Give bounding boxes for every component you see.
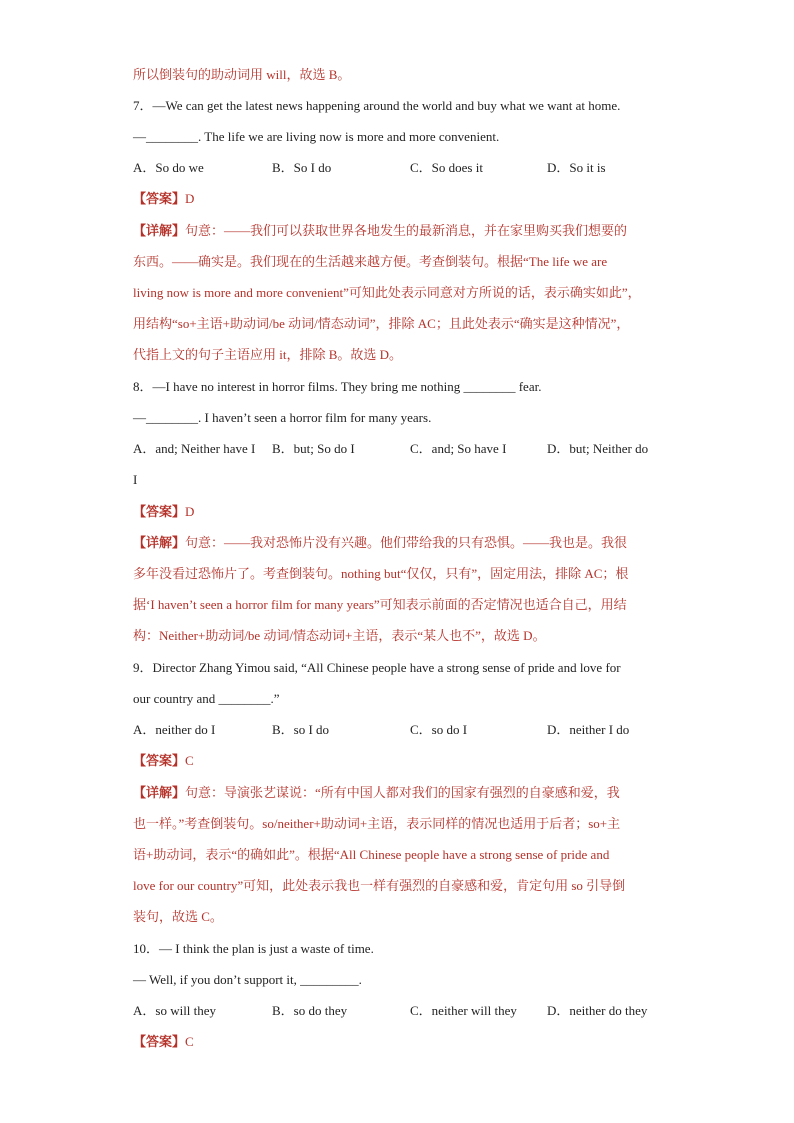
q10-option-c: C．neither will they xyxy=(410,1003,517,1018)
q9-answer: 【答案】C xyxy=(133,753,194,768)
q7-explanation-4: 用结构“so+主语+助动词/be 动词/情态动词”，排除 AC；且此处表示“确实是这种情况”， xyxy=(133,316,630,331)
q7-option-d: D．So it is xyxy=(547,160,606,175)
q7-explanation-5: 代指上文的句子主语应用 it，排除 B。故选 D。 xyxy=(133,347,403,362)
q8-explanation-1: 【详解】句意：——我对恐怖片没有兴趣。他们带给我的只有恐惧。——我也是。我很 xyxy=(133,535,628,550)
q8-option-d: D．but; Neither do xyxy=(547,441,649,456)
q9-option-a: A．neither do I xyxy=(133,722,216,737)
q10-option-b: B．so do they xyxy=(272,1003,348,1018)
q9-stem: 9．Director Zhang Yimou said, “All Chinese people have a strong sense of pride and love for xyxy=(133,660,621,675)
q9-explanation-5: 装句，故选 C。 xyxy=(133,909,223,924)
q7-explanation-3: living now is more and more convenient”可知此处表示同意对方所说的话，表示确实如此”， xyxy=(133,285,641,300)
q10-option-d: D．neither do they xyxy=(547,1003,648,1018)
q9-explanation-3: 语+助动词，表示“的确如此”。根据“All Chinese people have a strong sense of pride and xyxy=(133,847,610,862)
q10-option-a: A．so will they xyxy=(133,1003,217,1018)
q10-answer: 【答案】C xyxy=(133,1034,194,1049)
q7-explanation-1: 【详解】句意：——我们可以获取世界各地发生的最新消息，并在家里购买我们想要的 xyxy=(133,223,628,238)
q7-explanation-2: 东西。——确实是。我们现在的生活越来越方便。考查倒装句。根据“The life we are xyxy=(133,254,608,269)
q9-option-b: B．so I do xyxy=(272,722,330,737)
q9-line2: our country and ________.” xyxy=(133,691,280,706)
q10-stem: 10．— I think the plan is just a waste of time. xyxy=(133,941,374,956)
q9-option-d: D．neither I do xyxy=(547,722,630,737)
q8-option-a: A．and; Neither have I xyxy=(133,441,256,456)
q7-option-c: C．So does it xyxy=(410,160,483,175)
q8-explanation-3: 据‘I haven’t seen a horror film for many years”可知表示前面的否定情况也适合自己，用结 xyxy=(133,597,627,612)
q7-option-a: A．So do we xyxy=(133,160,204,175)
q9-explanation-2: 也一样。”考查倒装句。so/neither+助动词+主语，表示同样的情况也适用于后者；so+主 xyxy=(133,816,621,831)
q9-explanation-1: 【详解】句意：导演张艺谋说：“所有中国人都对我们的国家有强烈的自豪感和爱，我 xyxy=(133,785,620,800)
q7-line2: —________. The life we are living now is more and more convenient. xyxy=(133,129,500,144)
q8-explanation-4: 构：Neither+助动词/be 动词/情态动词+主语，表示“某人也不”，故选 D。 xyxy=(133,628,546,643)
q8-option-c: C．and; So have I xyxy=(410,441,507,456)
q8-option-d-wrap: I xyxy=(133,472,138,487)
q9-option-c: C．so do I xyxy=(410,722,468,737)
prev-explanation-end: 所以倒装句的助动词用 will，故选 B。 xyxy=(133,67,351,82)
q10-line2: — Well, if you don’t support it, _________. xyxy=(133,972,362,987)
q8-answer: 【答案】D xyxy=(133,504,195,519)
q8-option-b: B．but; So do I xyxy=(272,441,355,456)
q7-option-b: B．So I do xyxy=(272,160,332,175)
q8-line2: —________. I haven’t seen a horror film for many years. xyxy=(133,410,432,425)
q8-explanation-2: 多年没看过恐怖片了。考查倒装句。nothing but“仅仅，只有”，固定用法，排除 AC；根 xyxy=(133,566,629,581)
q9-explanation-4: love for our country”可知，此处表示我也一样有强烈的自豪感和爱，肯定句用 so 引导倒 xyxy=(133,878,626,893)
q7-stem: 7．—We can get the latest news happening around the world and buy what we want at home. xyxy=(133,98,621,113)
q7-answer: 【答案】D xyxy=(133,191,195,206)
q8-stem: 8．—I have no interest in horror films. They bring me nothing ________ fear. xyxy=(133,379,542,394)
